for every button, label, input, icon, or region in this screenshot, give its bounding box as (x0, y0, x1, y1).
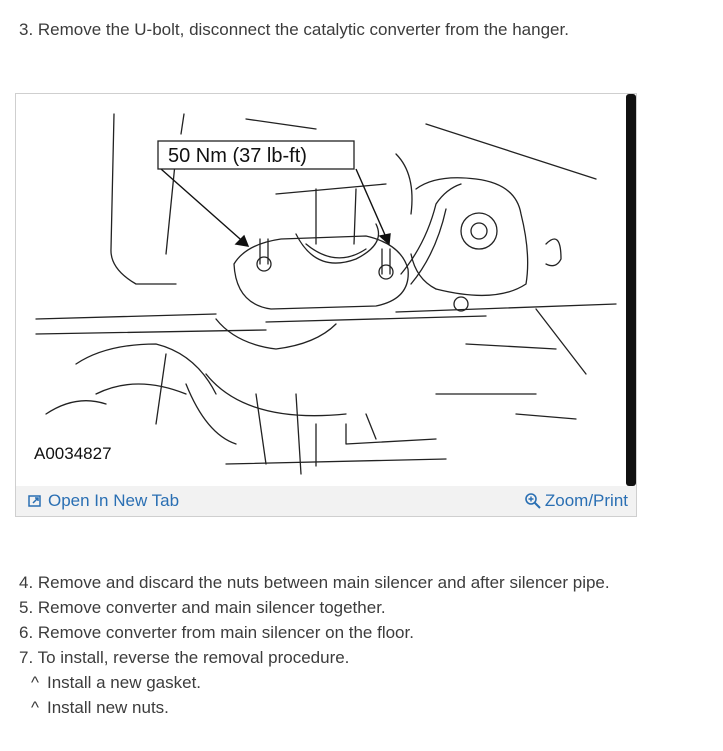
substep-text: Install a new gasket. (47, 673, 202, 692)
substep-item (19, 670, 610, 695)
steps-list (19, 570, 610, 720)
exhaust-diagram (16, 94, 636, 486)
torque-callout: 50 Nm (37 lb-ft) (168, 145, 307, 167)
substep-text: Install new nuts. (47, 698, 169, 717)
zoom-icon (525, 493, 541, 509)
open-in-new-tab-link[interactable] (28, 491, 179, 511)
open-tab-icon (28, 494, 42, 508)
step-6-text: 6. Remove converter from main silencer on the floor. (19, 623, 414, 642)
substep-bullet: ^ (31, 698, 39, 717)
figure-id: A0034827 (34, 444, 112, 463)
step-4-text: 4. Remove and discard the nuts between main silencer and after silencer pipe. (19, 573, 610, 592)
step-5-text: 5. Remove converter and main silencer together. (19, 598, 386, 617)
step-3-text: 3. Remove the U-bolt, disconnect the catalytic converter from the hanger. (19, 20, 569, 39)
open-tab-label: Open In New Tab (48, 491, 180, 510)
zoom-label: Zoom/Print (544, 491, 628, 510)
figure-scrollbar[interactable] (626, 94, 636, 486)
step-7-text: 7. To install, reverse the removal procedure. (19, 648, 350, 667)
figure-footer (16, 486, 636, 516)
figure-card (15, 93, 637, 517)
substep-item (19, 695, 610, 720)
substep-bullet: ^ (31, 673, 39, 692)
zoom-print-link[interactable] (525, 491, 628, 511)
